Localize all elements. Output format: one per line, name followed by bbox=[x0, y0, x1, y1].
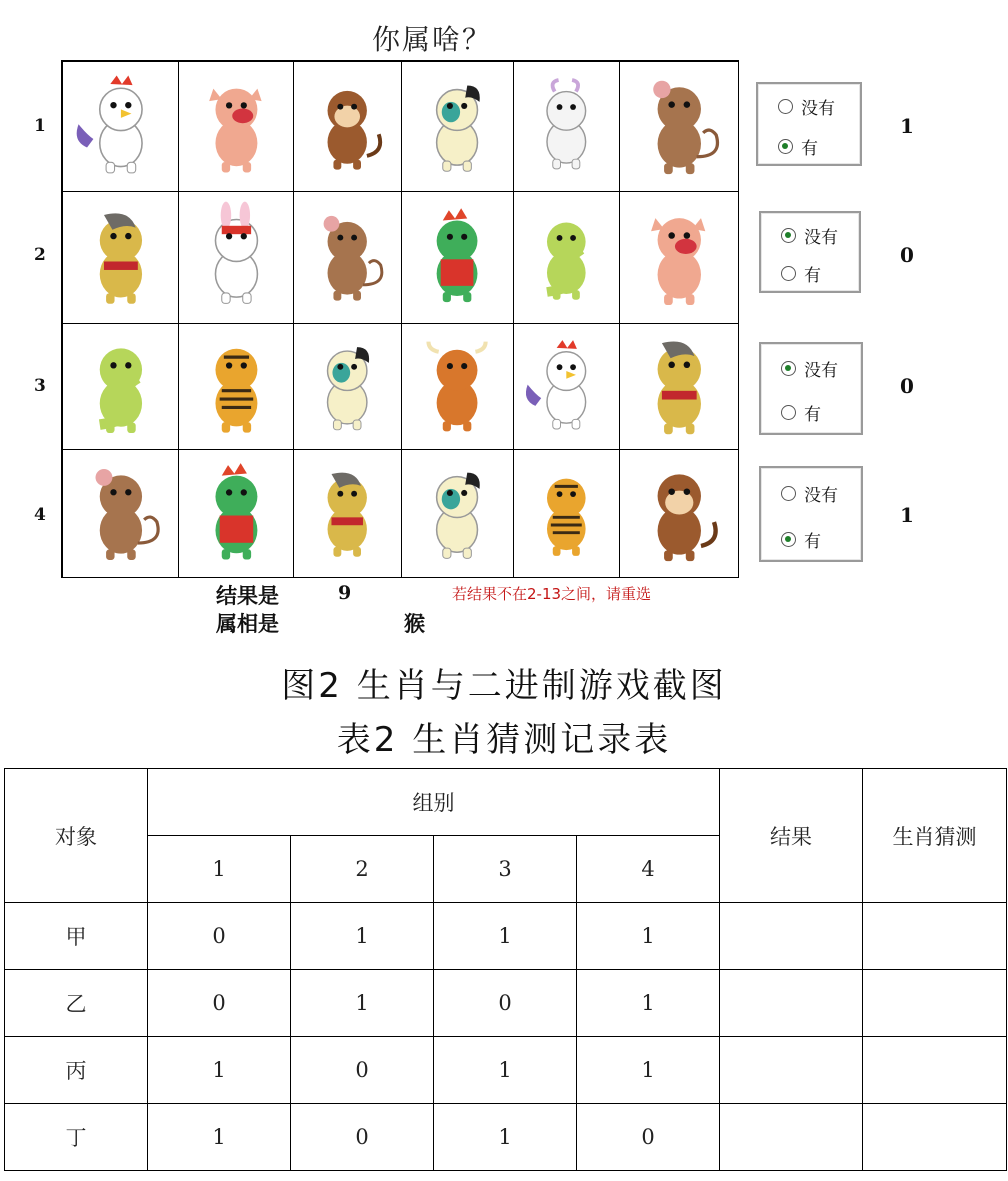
radio-button[interactable] bbox=[778, 99, 793, 114]
rooster-icon bbox=[68, 67, 174, 186]
warning-text: 若结果不在2-13之间，请重选 bbox=[452, 585, 652, 603]
header-object: 对象 bbox=[5, 769, 148, 903]
header-group-1: 1 bbox=[148, 836, 291, 903]
zodiac-cell-rat bbox=[294, 192, 402, 324]
radio-label: 有 bbox=[804, 531, 821, 552]
row-bit-value: 0 bbox=[900, 374, 914, 398]
zodiac-cell-pig bbox=[179, 62, 294, 192]
result-label: 结果是 bbox=[216, 583, 279, 608]
dog-icon bbox=[298, 329, 396, 444]
zodiac-cell-rat bbox=[63, 450, 179, 578]
row-bit: 1 bbox=[577, 970, 720, 1037]
row-result-cell[interactable] bbox=[720, 1037, 863, 1104]
radio-option-has[interactable] bbox=[781, 261, 821, 286]
zodiac-cell-dog bbox=[402, 62, 514, 192]
radio-option-has[interactable] bbox=[781, 527, 821, 552]
row-number: 1 bbox=[34, 116, 46, 136]
row-result-cell[interactable] bbox=[720, 903, 863, 970]
snake-icon bbox=[518, 197, 615, 318]
dragon-icon bbox=[184, 455, 289, 572]
zodiac-cell-rabbit bbox=[179, 192, 294, 324]
row-guess-cell[interactable] bbox=[863, 970, 1007, 1037]
rat-icon bbox=[298, 197, 396, 318]
zodiac-cell-dog bbox=[294, 324, 402, 450]
rabbit-icon bbox=[184, 197, 289, 318]
row-guess-cell[interactable] bbox=[863, 1037, 1007, 1104]
zodiac-cell-tiger bbox=[179, 324, 294, 450]
figure-caption: 图2 生肖与二进制游戏截图 bbox=[281, 666, 727, 706]
row-name: 丙 bbox=[5, 1037, 148, 1104]
radio-label: 没有 bbox=[804, 227, 838, 248]
row-name: 乙 bbox=[5, 970, 148, 1037]
row-bit: 1 bbox=[434, 1037, 577, 1104]
row-number: 2 bbox=[34, 245, 46, 265]
zodiac-cell-rooster bbox=[514, 324, 620, 450]
monkey-icon bbox=[625, 455, 734, 572]
horse-icon bbox=[625, 329, 734, 444]
row-result-cell[interactable] bbox=[720, 970, 863, 1037]
radio-button[interactable] bbox=[781, 266, 796, 281]
zodiac-cell-dragon bbox=[179, 450, 294, 578]
table-row bbox=[5, 1037, 1007, 1104]
row-bit: 1 bbox=[291, 903, 434, 970]
radio-button[interactable] bbox=[781, 486, 796, 501]
row-bit: 1 bbox=[577, 903, 720, 970]
result-value: 9 bbox=[338, 582, 352, 604]
header-group-4: 4 bbox=[577, 836, 720, 903]
radio-label: 有 bbox=[804, 405, 821, 426]
dog-icon bbox=[406, 455, 508, 572]
zodiac-cell-rooster bbox=[63, 62, 179, 192]
snake-icon bbox=[68, 329, 174, 444]
radio-option-none[interactable] bbox=[781, 356, 838, 381]
zodiac-cell-goat bbox=[514, 62, 620, 192]
radio-label: 没有 bbox=[804, 486, 838, 506]
row-bit: 1 bbox=[434, 1104, 577, 1171]
row-bit: 0 bbox=[148, 903, 291, 970]
zodiac-cell-snake bbox=[514, 192, 620, 324]
tiger-icon bbox=[518, 455, 615, 572]
row-bit: 0 bbox=[291, 1037, 434, 1104]
zodiac-cell-horse bbox=[294, 450, 402, 578]
radio-label: 有 bbox=[804, 266, 821, 287]
radio-label: 没有 bbox=[804, 361, 838, 382]
radio-group-row-3 bbox=[759, 342, 863, 435]
row-result-cell[interactable] bbox=[720, 1104, 863, 1171]
row-bit: 1 bbox=[148, 1037, 291, 1104]
horse-icon bbox=[68, 197, 174, 318]
radio-label: 没有 bbox=[801, 99, 835, 119]
ox-icon bbox=[406, 329, 508, 444]
zodiac-value: 猴 bbox=[404, 611, 425, 636]
header-group-3: 3 bbox=[434, 836, 577, 903]
rat-icon bbox=[625, 67, 734, 186]
row-name: 甲 bbox=[5, 903, 148, 970]
goat-icon bbox=[518, 67, 615, 186]
radio-group-row-1 bbox=[756, 82, 862, 166]
row-bit: 1 bbox=[577, 1037, 720, 1104]
row-bit: 0 bbox=[434, 970, 577, 1037]
row-bit-value: 1 bbox=[900, 503, 914, 527]
zodiac-cell-dog bbox=[402, 450, 514, 578]
zodiac-grid bbox=[61, 60, 739, 578]
row-bit: 1 bbox=[148, 1104, 291, 1171]
header-group: 组别 bbox=[148, 769, 720, 836]
header-group-2: 2 bbox=[291, 836, 434, 903]
radio-button[interactable] bbox=[781, 361, 796, 376]
row-bit-value: 0 bbox=[900, 243, 914, 267]
row-name: 丁 bbox=[5, 1104, 148, 1171]
row-bit: 0 bbox=[148, 970, 291, 1037]
zodiac-cell-ox bbox=[402, 324, 514, 450]
radio-option-has[interactable] bbox=[781, 400, 821, 425]
radio-option-none[interactable] bbox=[778, 94, 835, 119]
zodiac-cell-horse bbox=[63, 192, 179, 324]
dragon-icon bbox=[406, 197, 508, 318]
radio-button[interactable] bbox=[778, 139, 793, 154]
tiger-icon bbox=[184, 329, 289, 444]
row-bit: 0 bbox=[577, 1104, 720, 1171]
header-result: 结果 bbox=[720, 769, 863, 903]
zodiac-cell-horse bbox=[620, 324, 739, 450]
row-bit: 1 bbox=[291, 970, 434, 1037]
zodiac-cell-snake bbox=[63, 324, 179, 450]
table-caption: 表2 生肖猜测记录表 bbox=[336, 720, 672, 760]
radio-button[interactable] bbox=[781, 405, 796, 420]
table-row bbox=[5, 1104, 1007, 1171]
radio-button[interactable] bbox=[781, 532, 796, 547]
rat-icon bbox=[68, 455, 174, 572]
pig-icon bbox=[184, 67, 289, 186]
radio-group-row-4 bbox=[759, 466, 863, 562]
dog-icon bbox=[406, 67, 508, 186]
radio-option-none[interactable] bbox=[781, 223, 838, 248]
zodiac-cell-monkey bbox=[294, 62, 402, 192]
table-row bbox=[5, 970, 1007, 1037]
game-title: 你属啥？ bbox=[372, 23, 493, 56]
table-row bbox=[5, 903, 1007, 970]
radio-label: 有 bbox=[801, 138, 818, 159]
radio-option-none[interactable] bbox=[781, 481, 838, 506]
row-bit: 1 bbox=[434, 903, 577, 970]
row-number: 3 bbox=[34, 376, 46, 396]
pig-icon bbox=[625, 197, 734, 318]
zodiac-cell-tiger bbox=[514, 450, 620, 578]
row-guess-cell[interactable] bbox=[863, 1104, 1007, 1171]
monkey-icon bbox=[298, 67, 396, 186]
zodiac-cell-pig bbox=[620, 192, 739, 324]
horse-icon bbox=[298, 455, 396, 572]
radio-button[interactable] bbox=[781, 228, 796, 243]
row-bit-value: 1 bbox=[900, 114, 914, 138]
radio-option-has[interactable] bbox=[778, 134, 818, 159]
row-bit: 0 bbox=[291, 1104, 434, 1171]
zodiac-cell-dragon bbox=[402, 192, 514, 324]
zodiac-cell-monkey bbox=[620, 450, 739, 578]
zodiac-cell-rat bbox=[620, 62, 739, 192]
zodiac-label: 属相是 bbox=[216, 611, 279, 636]
row-number: 4 bbox=[34, 505, 46, 525]
row-guess-cell[interactable] bbox=[863, 903, 1007, 970]
radio-group-row-2 bbox=[759, 211, 861, 293]
header-guess: 生肖猜测 bbox=[863, 769, 1007, 903]
rooster-icon bbox=[518, 329, 615, 444]
record-table bbox=[4, 768, 1007, 1171]
